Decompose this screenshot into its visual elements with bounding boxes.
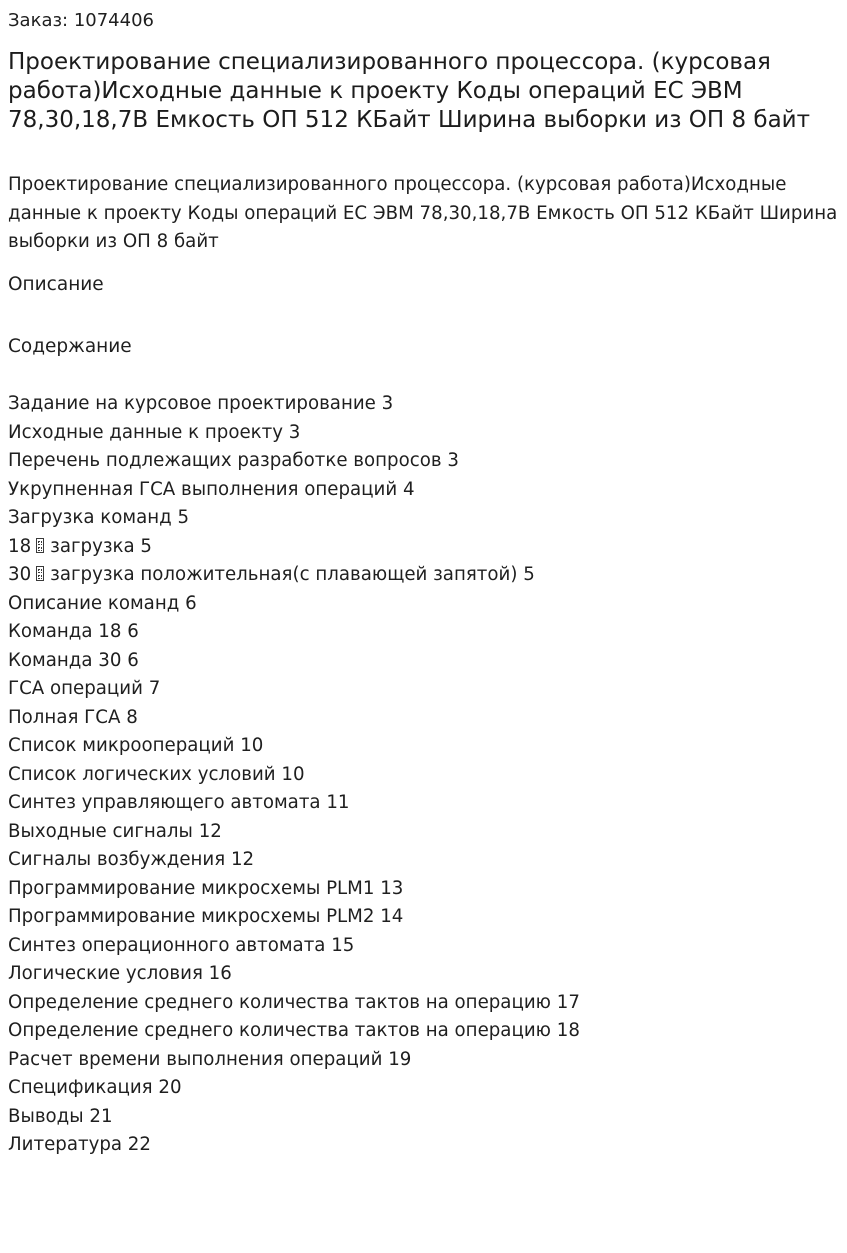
toc-item — [8, 1074, 838, 1103]
toc-item — [8, 989, 838, 1018]
description-label: Описание — [8, 274, 104, 295]
toc-item — [8, 675, 838, 704]
missing-glyph-icon — [36, 538, 44, 553]
page-title: Проектирование специализированного процессора. (курсовая работа)Исходные данные к проекту Коды операций ЕС ЭВМ 78,30,18,7B Емкость ОП 512 КБайт Ширина выборки из ОП 8 байт — [8, 49, 811, 133]
toc-item-text: Литература 22 — [8, 1134, 151, 1155]
toc-item — [8, 419, 838, 448]
toc-item — [8, 1046, 838, 1075]
toc-item — [8, 1131, 838, 1160]
toc-item-text: Укрупненная ГСА выполнения операций 4 — [8, 478, 415, 500]
toc-item — [8, 504, 838, 533]
toc-item — [8, 704, 838, 733]
page-subtitle: Проектирование специализированного процессора. (курсовая работа)Исходные данные к проекту Коды операций ЕС ЭВМ 78,30,18,7B Емкость ОП 512 КБайт Ширина выборки из ОП 8 байт — [8, 174, 838, 252]
toc-item-text: Исходные данные к проекту 3 — [8, 421, 301, 443]
toc-item — [8, 761, 838, 790]
toc-item-prefix: 18 — [8, 535, 32, 557]
toc-item-text: Синтез операционного автомата 15 — [8, 934, 355, 956]
toc-item — [8, 561, 838, 590]
toc-item — [8, 533, 838, 562]
toc-item — [8, 875, 838, 904]
toc-item-text: Выводы 21 — [8, 1105, 113, 1127]
toc-item — [8, 818, 838, 847]
toc-item-text: Загрузка команд 5 — [8, 507, 190, 528]
toc-item-text: Синтез управляющего автомата 11 — [8, 792, 350, 813]
toc-item-text: загрузка положительная(с плавающей запятой) 5 — [50, 564, 535, 585]
toc-item-text: Выходные сигналы 12 — [8, 820, 222, 842]
toc-item — [8, 903, 838, 932]
toc-item-text: Определение среднего количества тактов на операцию 18 — [8, 1020, 580, 1041]
toc-item-text: Полная ГСА 8 — [8, 706, 138, 728]
toc-item — [8, 590, 838, 619]
toc-item-text: Задание на курсовое проектирование 3 — [8, 393, 394, 414]
toc-item-text: Определение среднего количества тактов на операцию 17 — [8, 991, 580, 1013]
toc-item-text: Расчет времени выполнения операций 19 — [8, 1048, 412, 1070]
toc-item — [8, 932, 838, 961]
toc-item — [8, 960, 838, 989]
toc-item — [8, 476, 838, 505]
toc-item-prefix: 30 — [8, 564, 32, 585]
toc-item-text: Описание команд 6 — [8, 592, 197, 614]
toc-item — [8, 390, 838, 419]
order-number: Заказ: 1074406 — [8, 10, 154, 31]
missing-glyph-icon — [36, 566, 44, 581]
toc-item — [8, 732, 838, 761]
toc-item-text: Список логических условий 10 — [8, 763, 305, 785]
toc-item — [8, 618, 838, 647]
toc-item — [8, 846, 838, 875]
toc-item-text: Сигналы возбуждения 12 — [8, 849, 255, 870]
toc-item — [8, 447, 838, 476]
toc-item — [8, 647, 838, 676]
toc-item — [8, 1017, 838, 1046]
toc-item-text: Список микроопераций 10 — [8, 735, 264, 756]
toc-item-text: Спецификация 20 — [8, 1077, 182, 1098]
toc-item-text: Программирование микросхемы PLM1 13 — [8, 877, 404, 899]
toc-item — [8, 789, 838, 818]
contents-heading: Содержание — [8, 336, 132, 357]
toc-item-text: ГСА операций 7 — [8, 678, 161, 699]
toc-item — [8, 1103, 838, 1132]
table-of-contents — [8, 390, 838, 1160]
toc-item-text: Перечень подлежащих разработке вопросов 3 — [8, 450, 459, 471]
toc-item-text: Программирование микросхемы PLM2 14 — [8, 906, 404, 927]
toc-item-text: Логические условия 16 — [8, 963, 232, 984]
toc-item-text: Команда 30 6 — [8, 649, 139, 671]
toc-item-text: загрузка 5 — [50, 535, 152, 557]
toc-item-text: Команда 18 6 — [8, 621, 139, 642]
